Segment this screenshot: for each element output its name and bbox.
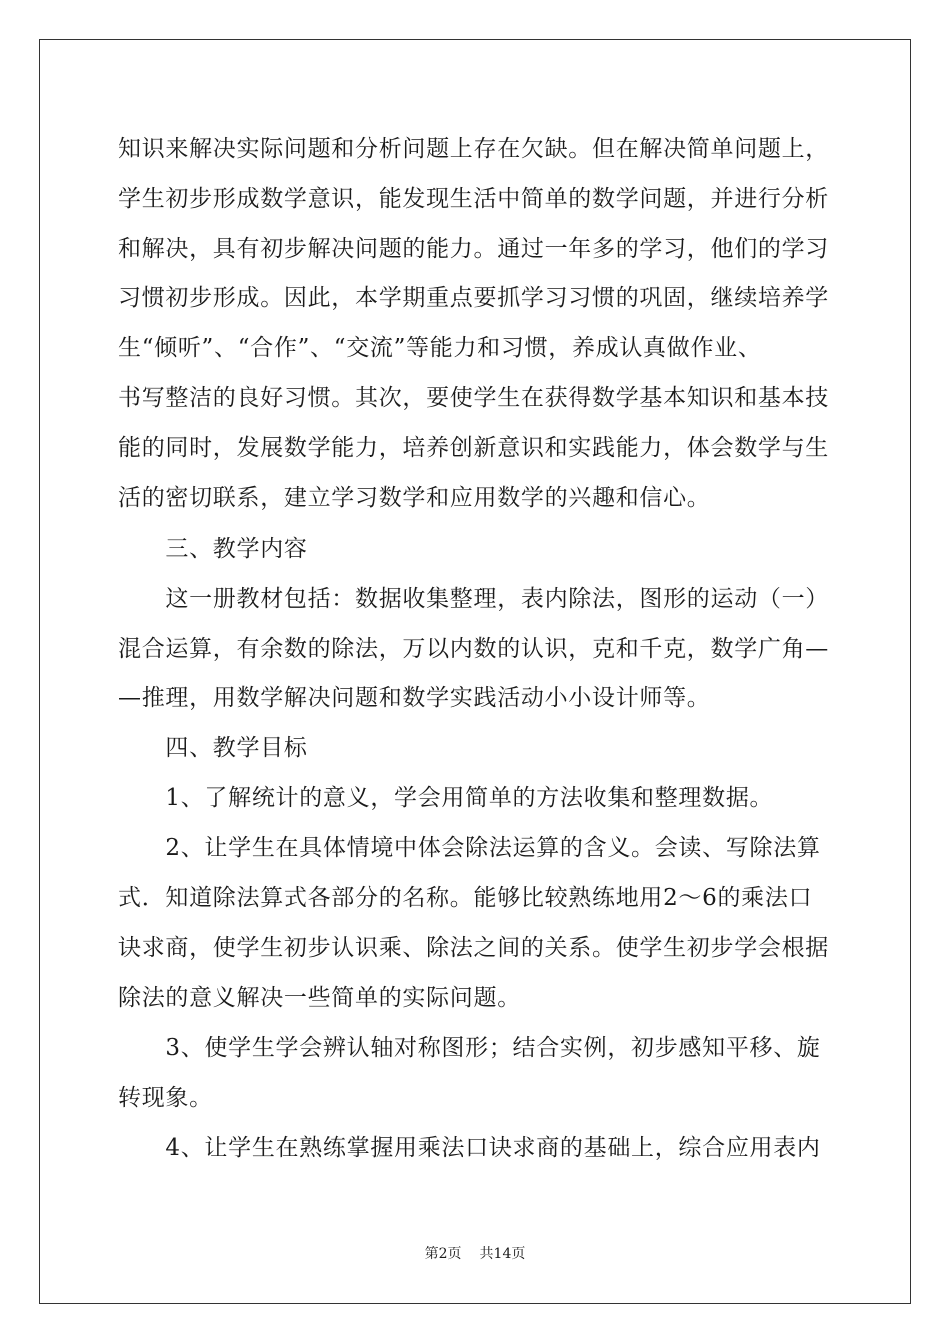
text-line: 习惯初步形成。因此，本学期重点要抓学习习惯的巩固，继续培养学 — [118, 285, 829, 311]
page-footer — [0, 1245, 950, 1263]
text-line: 3、使学生学会辨认轴对称图形；结合实例，初步感知平移、旋 — [118, 1035, 821, 1061]
text-line: 混合运算，有余数的除法，万以内数的认识，克和千克，数学广角— — [118, 636, 829, 662]
text-line: 书写整洁的良好习惯。其次，要使学生在获得数学基本知识和基本技 — [118, 385, 829, 411]
text-line: —推理，用数学解决问题和数学实践活动小小设计师等。 — [118, 685, 711, 711]
text-line: 4、让学生在熟练掌握用乘法口诀求商的基础上，综合应用表内 — [118, 1135, 821, 1161]
text-line: 生“倾听”、“合作”、“交流”等能力和习惯，养成认真做作业、 — [118, 335, 762, 361]
text-line: 除法的意义解决一些简单的实际问题。 — [118, 985, 521, 1011]
text-line: 2、让学生在具体情境中体会除法运算的含义。会读、写除法算 — [118, 835, 821, 861]
text-line: 转现象。 — [118, 1085, 213, 1111]
section-heading: 四、教学目标 — [118, 735, 308, 761]
text-line: 活的密切联系，建立学习数学和应用数学的兴趣和信心。 — [118, 485, 711, 511]
text-line: 知识来解决实际问题和分析问题上存在欠缺。但在解决简单问题上， — [118, 136, 829, 162]
page-total: 共14页 — [479, 1246, 526, 1262]
page-number: 第2页 — [424, 1246, 462, 1262]
text-line: 1、了解统计的意义，学会用简单的方法收集和整理数据。 — [118, 785, 774, 811]
text-line: 学生初步形成数学意识，能发现生活中简单的数学问题，并进行分析 — [118, 186, 829, 212]
text-line: 这一册教材包括：数据收集整理，表内除法，图形的运动（一） — [118, 586, 829, 612]
text-line: 和解决，具有初步解决问题的能力。通过一年多的学习，他们的学习 — [118, 236, 829, 262]
section-heading: 三、教学内容 — [118, 536, 308, 562]
page-border — [39, 39, 911, 1304]
text-line: 式．知道除法算式各部分的名称。能够比较熟练地用2～6的乘法口 — [118, 885, 813, 911]
text-line: 能的同时，发展数学能力，培养创新意识和实践能力，体会数学与生 — [118, 435, 829, 461]
text-line: 诀求商，使学生初步认识乘、除法之间的关系。使学生初步学会根据 — [118, 935, 829, 961]
